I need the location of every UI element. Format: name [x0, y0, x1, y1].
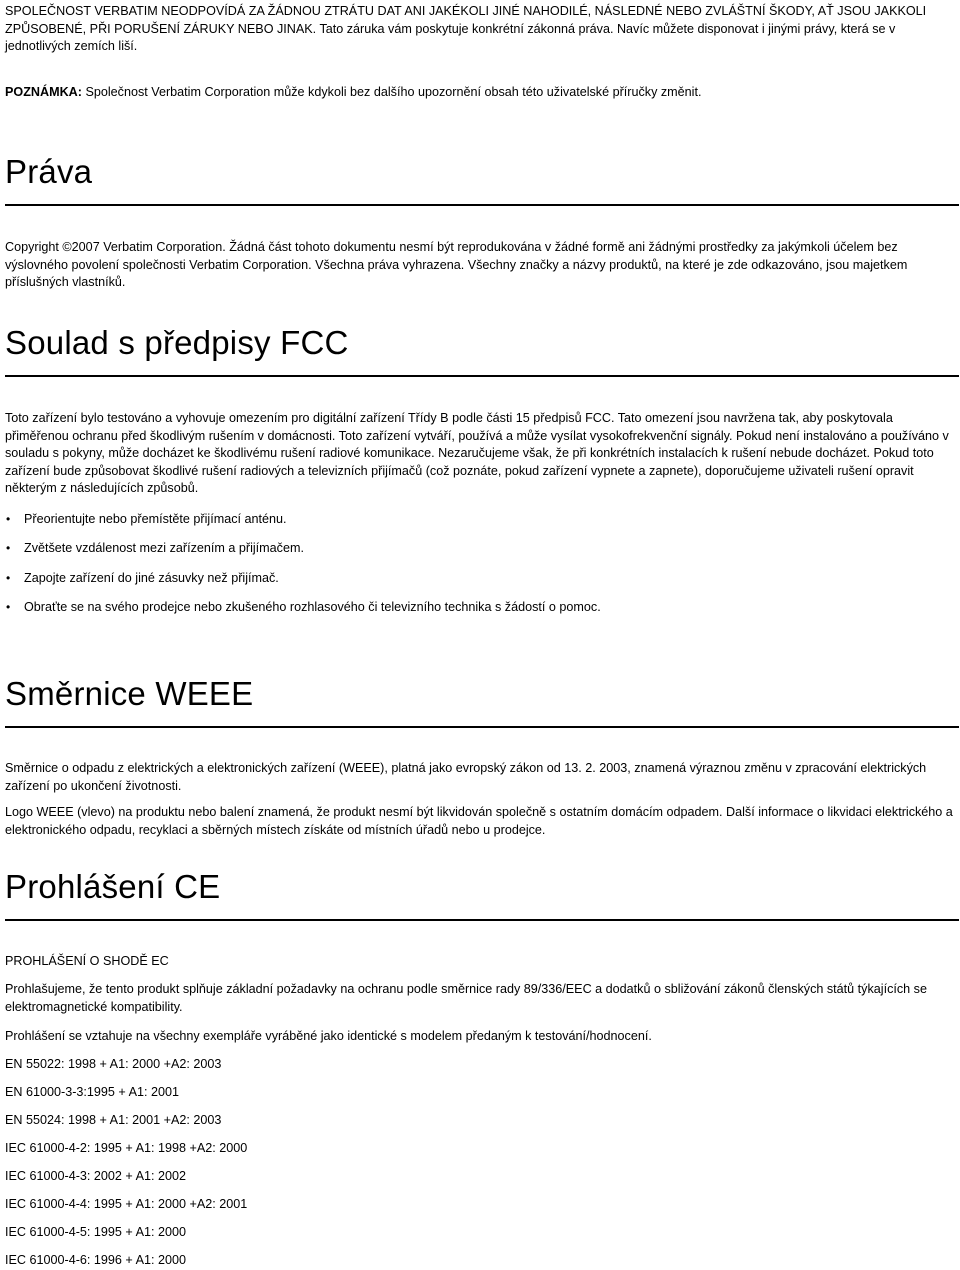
fcc-heading: Soulad s předpisy FCC [5, 324, 349, 361]
bullet-icon: • [6, 600, 11, 614]
bullet-icon: • [6, 571, 11, 585]
bullet-icon: • [6, 541, 11, 555]
bullet-icon: • [6, 512, 11, 526]
rights-heading: Práva [5, 153, 93, 190]
ce-subtitle: PROHLÁŠENÍ O SHODĚ EC [5, 954, 169, 968]
list-item: IEC 61000-4-5: 1995 + A1: 2000 [5, 1225, 186, 1239]
fcc-paragraph: Toto zařízení bylo testováno a vyhovuje omezením pro digitální zařízení Třídy B podle části 15 předpisů FCC. Tato omezení jsou navržena tak, aby poskytovala přiměřenou ochranu před škodlivým rušením v domácnosti. Toto zařízení vytváří, používá a může vysílat vysokofrekvenční signály. Pokud není instalováno a používáno v souladu s pokyny, může docházet ke škodlivému rušení radiové komunikace. Nezaručujeme však, že při konkrétních instalacích k rušení nebude docházet. Pokud toto zařízení bude způsobovat škodlivé rušení radiových a televizních přijímačů (což poznáte, pokud zařízení vypnete a zapnete), doporučujeme uživateli rušení opravit některým z následujících způsobů. [5, 411, 949, 495]
weee-paragraph-1: Směrnice o odpadu z elektrických a elektronických zařízení (WEEE), platná jako evropský zákon od 13. 2. 2003, znamená výraznou změnu v zpracování elektrických zařízení po ukončení životnosti. [5, 761, 927, 793]
list-item: EN 61000-3-3:1995 + A1: 2001 [5, 1085, 180, 1099]
rights-paragraph: Copyright ©2007 Verbatim Corporation. Žádná část tohoto dokumentu nesmí být reprodukována v žádné formě ani žádnými prostředky za jakýmkoli účelem bez výslovného povolení společnosti Verbatim Corporation. Všechna práva vyhrazena. Všechny značky a názvy produktů, na které je zde odkazováno, jsou majetkem příslušných vlastníků. [5, 240, 908, 289]
rights-divider [5, 204, 959, 206]
note-text: Společnost Verbatim Corporation může kdykoli bez dalšího upozornění obsah této uživatelské příručky změnit. [81, 85, 702, 99]
list-item: IEC 61000-4-3: 2002 + A1: 2002 [5, 1169, 186, 1183]
weee-divider [5, 726, 959, 728]
list-item: EN 55024: 1998 + A1: 2001 +A2: 2003 [5, 1113, 222, 1127]
list-item: IEC 61000-4-2: 1995 + A1: 1998 +A2: 2000 [5, 1141, 248, 1155]
ce-paragraph-1: Prohlašujeme, že tento produkt splňuje základní požadavky na ochranu podle směrnice rady 89/336/EEC a dodatků o sbližování zákonů členských států týkajících se elektromagnetické kompatibility. [5, 982, 927, 1014]
fcc-divider [5, 375, 959, 377]
weee-heading: Směrnice WEEE [5, 675, 254, 712]
list-item: IEC 61000-4-6: 1996 + A1: 2000 [5, 1253, 186, 1267]
list-item: IEC 61000-4-4: 1995 + A1: 2000 +A2: 2001 [5, 1197, 248, 1211]
ce-paragraph-2: Prohlášení se vztahuje na všechny exempláře vyráběné jako identické s modelem předaným k testování/hodnocení. [5, 1029, 652, 1043]
weee-paragraph-2: Logo WEEE (vlevo) na produktu nebo balení znamená, že produkt nesmí být likvidován společně s ostatním domácím odpadem. Další informace o likvidaci elektrického a elektronického odpadu, recyklaci a sběrných místech získáte od místních úřadů nebo u prodejce. [5, 805, 953, 837]
list-item: EN 55022: 1998 + A1: 2000 +A2: 2003 [5, 1057, 222, 1071]
note-paragraph [5, 84, 956, 102]
warranty-disclaimer: SPOLEČNOST VERBATIM NEODPOVÍDÁ ZA ŽÁDNOU ZTRÁTU DAT ANI JAKÉKOLI JINÉ NAHODILÉ, NÁSLEDNÉ NEBO ZVLÁŠTNÍ ŠKODY, AŤ JSOU JAKKOLI ZPŮSOBENÉ, PŘI PORUŠENÍ ZÁRUKY NEBO JINAK. Tato záruka vám poskytuje konkrétní zákonná práva. Navíc můžete disponovat i jinými právy, která se v jednotlivých zemích liší. [5, 4, 927, 53]
note-label: POZNÁMKA: [5, 85, 82, 99]
ce-divider [5, 919, 959, 921]
ce-heading: Prohlášení CE [5, 868, 221, 905]
